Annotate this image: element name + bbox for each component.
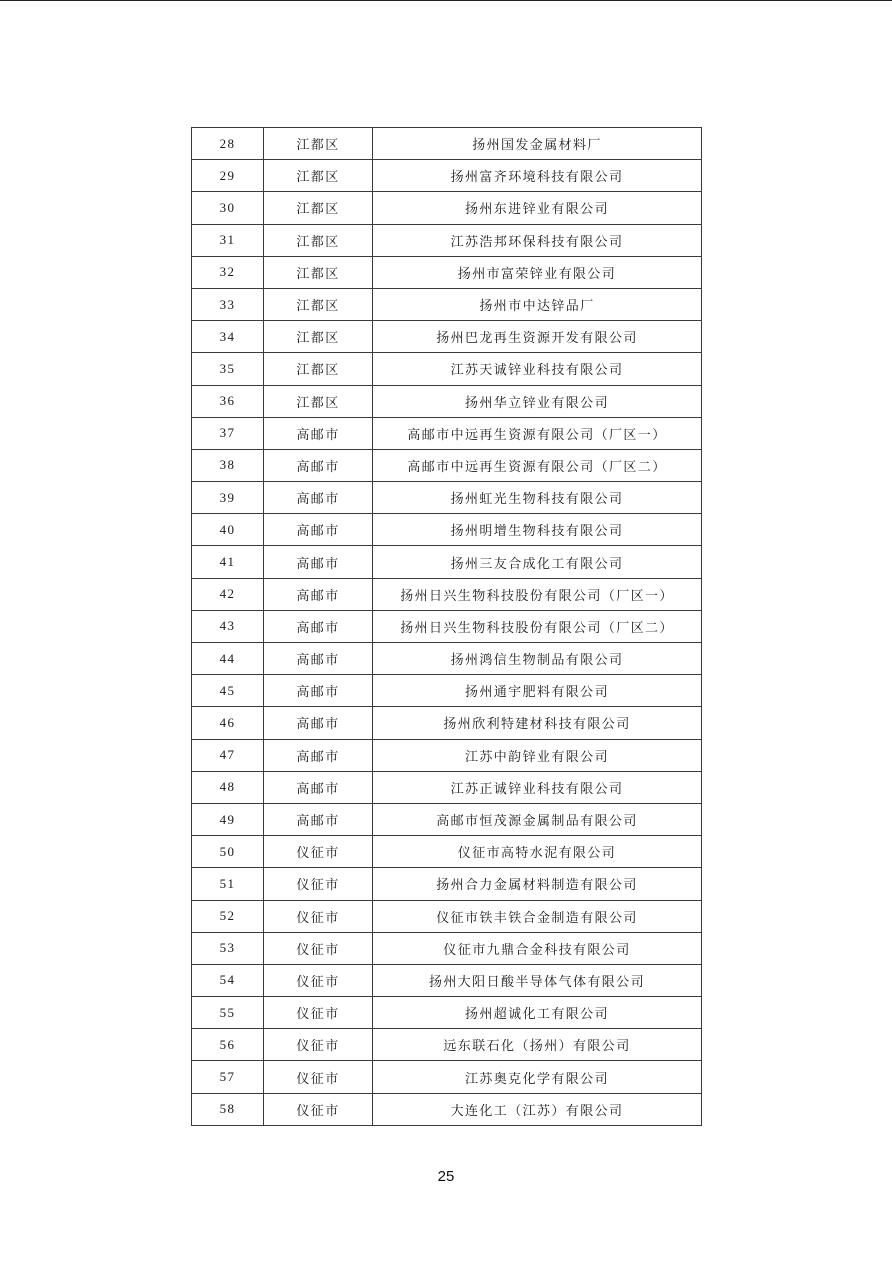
row-number-cell: 58 [192, 1093, 264, 1125]
row-number-cell: 38 [192, 449, 264, 481]
table-row [192, 385, 702, 417]
top-border-line [0, 0, 892, 1]
district-cell: 仪征市 [264, 1061, 373, 1093]
company-name-cell: 仪征市高特水泥有限公司 [373, 836, 702, 868]
district-cell: 江都区 [264, 353, 373, 385]
row-number-cell: 40 [192, 514, 264, 546]
company-name-cell: 扬州大阳日酸半导体气体有限公司 [373, 964, 702, 996]
table-row [192, 482, 702, 514]
district-cell: 仪征市 [264, 997, 373, 1029]
row-number-cell: 48 [192, 771, 264, 803]
district-cell: 高邮市 [264, 578, 373, 610]
row-number-cell: 44 [192, 643, 264, 675]
district-cell: 仪征市 [264, 836, 373, 868]
row-number-cell: 42 [192, 578, 264, 610]
row-number-cell: 51 [192, 868, 264, 900]
company-name-cell: 扬州超诚化工有限公司 [373, 997, 702, 1029]
table-row [192, 353, 702, 385]
row-number-cell: 28 [192, 128, 264, 160]
row-number-cell: 57 [192, 1061, 264, 1093]
company-name-cell: 扬州欣利特建材科技有限公司 [373, 707, 702, 739]
table-row [192, 514, 702, 546]
district-cell: 仪征市 [264, 1093, 373, 1125]
table-row [192, 803, 702, 835]
company-name-cell: 扬州市中达锌品厂 [373, 288, 702, 320]
row-number-cell: 47 [192, 739, 264, 771]
district-cell: 江都区 [264, 256, 373, 288]
row-number-cell: 36 [192, 385, 264, 417]
company-name-cell: 高邮市中远再生资源有限公司（厂区一） [373, 417, 702, 449]
company-name-cell: 扬州三友合成化工有限公司 [373, 546, 702, 578]
enterprise-list-table [191, 127, 702, 1126]
company-name-cell: 扬州合力金属材料制造有限公司 [373, 868, 702, 900]
row-number-cell: 45 [192, 675, 264, 707]
table-row [192, 868, 702, 900]
row-number-cell: 53 [192, 932, 264, 964]
district-cell: 江都区 [264, 224, 373, 256]
company-name-cell: 扬州华立锌业有限公司 [373, 385, 702, 417]
company-name-cell: 高邮市恒茂源金属制品有限公司 [373, 803, 702, 835]
table-row [192, 707, 702, 739]
district-cell: 高邮市 [264, 803, 373, 835]
district-cell: 高邮市 [264, 610, 373, 642]
table-row [192, 675, 702, 707]
row-number-cell: 56 [192, 1029, 264, 1061]
company-name-cell: 江苏中韵锌业有限公司 [373, 739, 702, 771]
row-number-cell: 35 [192, 353, 264, 385]
row-number-cell: 54 [192, 964, 264, 996]
table-row [192, 288, 702, 320]
company-name-cell: 扬州日兴生物科技股份有限公司（厂区一） [373, 578, 702, 610]
company-name-cell: 江苏奥克化学有限公司 [373, 1061, 702, 1093]
table-row [192, 192, 702, 224]
company-name-cell: 扬州虹光生物科技有限公司 [373, 482, 702, 514]
company-name-cell: 仪征市九鼎合金科技有限公司 [373, 932, 702, 964]
district-cell: 高邮市 [264, 675, 373, 707]
table-row [192, 256, 702, 288]
table-row [192, 128, 702, 160]
table-row [192, 578, 702, 610]
table-row [192, 771, 702, 803]
district-cell: 江都区 [264, 288, 373, 320]
district-cell: 江都区 [264, 128, 373, 160]
company-name-cell: 高邮市中远再生资源有限公司（厂区二） [373, 449, 702, 481]
district-cell: 高邮市 [264, 449, 373, 481]
district-cell: 江都区 [264, 321, 373, 353]
table-row [192, 997, 702, 1029]
row-number-cell: 50 [192, 836, 264, 868]
table-row [192, 900, 702, 932]
row-number-cell: 41 [192, 546, 264, 578]
table-body [192, 128, 702, 1126]
district-cell: 江都区 [264, 385, 373, 417]
row-number-cell: 31 [192, 224, 264, 256]
company-name-cell: 扬州东进锌业有限公司 [373, 192, 702, 224]
row-number-cell: 33 [192, 288, 264, 320]
company-name-cell: 扬州明增生物科技有限公司 [373, 514, 702, 546]
table-row [192, 160, 702, 192]
table-row [192, 964, 702, 996]
table-row [192, 1093, 702, 1125]
row-number-cell: 34 [192, 321, 264, 353]
company-name-cell: 扬州富齐环境科技有限公司 [373, 160, 702, 192]
company-name-cell: 扬州巴龙再生资源开发有限公司 [373, 321, 702, 353]
district-cell: 仪征市 [264, 900, 373, 932]
page-number: 25 [437, 1168, 455, 1185]
company-name-cell: 江苏正诚锌业科技有限公司 [373, 771, 702, 803]
district-cell: 高邮市 [264, 643, 373, 675]
company-name-cell: 扬州鸿信生物制品有限公司 [373, 643, 702, 675]
company-name-cell: 仪征市铁丰铁合金制造有限公司 [373, 900, 702, 932]
company-name-cell: 大连化工（江苏）有限公司 [373, 1093, 702, 1125]
row-number-cell: 52 [192, 900, 264, 932]
table-row [192, 1029, 702, 1061]
table-row [192, 546, 702, 578]
row-number-cell: 49 [192, 803, 264, 835]
company-name-cell: 扬州市富荣锌业有限公司 [373, 256, 702, 288]
table-row [192, 321, 702, 353]
district-cell: 高邮市 [264, 739, 373, 771]
district-cell: 高邮市 [264, 771, 373, 803]
district-cell: 仪征市 [264, 964, 373, 996]
table-row [192, 1061, 702, 1093]
district-cell: 高邮市 [264, 546, 373, 578]
district-cell: 高邮市 [264, 707, 373, 739]
row-number-cell: 39 [192, 482, 264, 514]
table-row [192, 224, 702, 256]
row-number-cell: 46 [192, 707, 264, 739]
table-row [192, 643, 702, 675]
row-number-cell: 29 [192, 160, 264, 192]
district-cell: 仪征市 [264, 1029, 373, 1061]
table-row [192, 836, 702, 868]
company-name-cell: 江苏天诚锌业科技有限公司 [373, 353, 702, 385]
table-row [192, 739, 702, 771]
company-name-cell: 江苏浩邦环保科技有限公司 [373, 224, 702, 256]
table-row [192, 449, 702, 481]
table-row [192, 932, 702, 964]
district-cell: 仪征市 [264, 932, 373, 964]
row-number-cell: 30 [192, 192, 264, 224]
table-row [192, 610, 702, 642]
company-name-cell: 扬州通宇肥料有限公司 [373, 675, 702, 707]
table-row [192, 417, 702, 449]
row-number-cell: 55 [192, 997, 264, 1029]
district-cell: 高邮市 [264, 482, 373, 514]
company-name-cell: 扬州日兴生物科技股份有限公司（厂区二） [373, 610, 702, 642]
company-name-cell: 扬州国发金属材料厂 [373, 128, 702, 160]
district-cell: 高邮市 [264, 417, 373, 449]
row-number-cell: 43 [192, 610, 264, 642]
row-number-cell: 32 [192, 256, 264, 288]
district-cell: 江都区 [264, 160, 373, 192]
district-cell: 江都区 [264, 192, 373, 224]
row-number-cell: 37 [192, 417, 264, 449]
district-cell: 仪征市 [264, 868, 373, 900]
district-cell: 高邮市 [264, 514, 373, 546]
company-name-cell: 远东联石化（扬州）有限公司 [373, 1029, 702, 1061]
